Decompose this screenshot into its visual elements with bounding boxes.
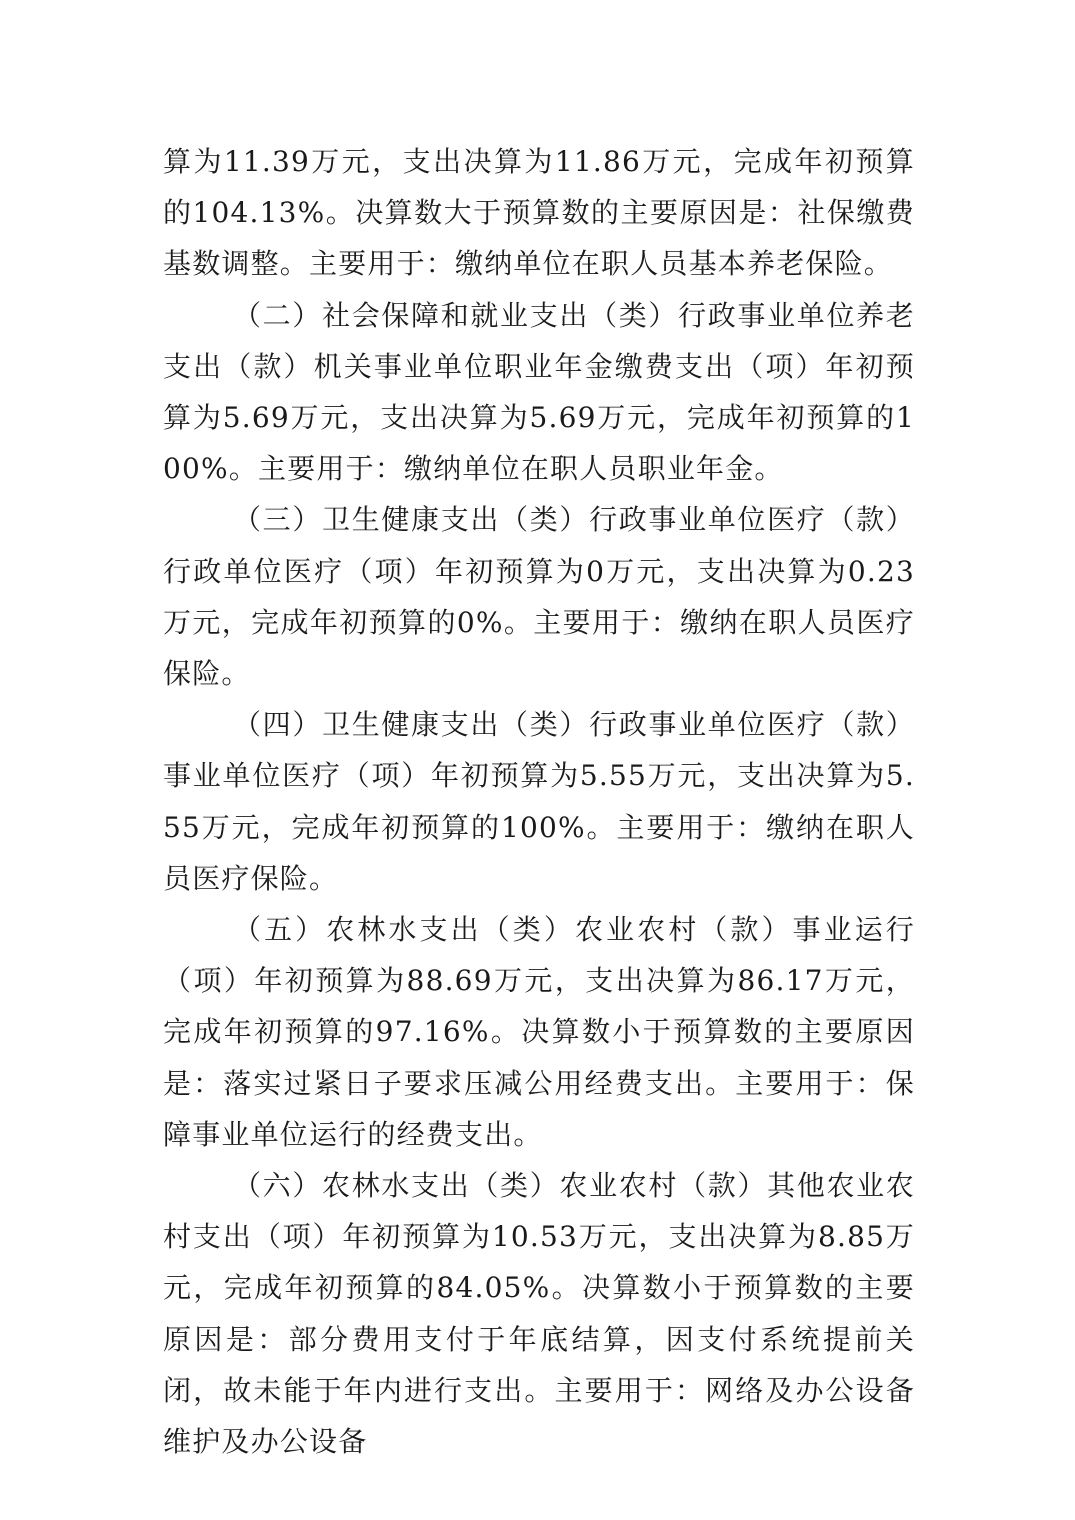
paragraph-item-5: （五）农林水支出（类）农业农村（款）事业运行（项）年初预算为88.69万元，支出决算为86.17万元，完成年初预算的97.16%。决算数小于预算数的主要原因是：落实过紧日子要求压减公用经费支出。主要用于：保障事业单位运行的经费支出。 xyxy=(163,913,915,1151)
paragraph-item-3: （三）卫生健康支出（类）行政事业单位医疗（款）行政单位医疗（项）年初预算为0万元，支出决算为0.23万元，完成年初预算的0%。主要用于：缴纳在职人员医疗保险。 xyxy=(163,503,915,691)
body-text xyxy=(163,136,915,1467)
paragraph-continued: 算为11.39万元，支出决算为11.86万元，完成年初预算的104.13%。决算数大于预算数的主要原因是：社保缴费基数调整。主要用于：缴纳单位在职人员基本养老保险。 xyxy=(163,145,915,281)
paragraph-item-4: （四）卫生健康支出（类）行政事业单位医疗（款）事业单位医疗（项）年初预算为5.55万元，支出决算为5.55万元，完成年初预算的100%。主要用于：缴纳在职人员医疗保险。 xyxy=(163,708,915,895)
paragraph-item-2: （二）社会保障和就业支出（类）行政事业单位养老支出（款）机关事业单位职业年金缴费支出（项）年初预算为5.69万元，支出决算为5.69万元，完成年初预算的100%。主要用于：缴纳单位在职人员职业年金。 xyxy=(163,298,915,486)
paragraph-item-6: （六）农林水支出（类）农业农村（款）其他农业农村支出（项）年初预算为10.53万元，支出决算为8.85万元，完成年初预算的84.05%。决算数小于预算数的主要原因是：部分费用支付于年底结算，因支付系统提前关闭，故未能于年内进行支出。主要用于：网络及办公设备维护及办公设备 xyxy=(163,1169,915,1459)
